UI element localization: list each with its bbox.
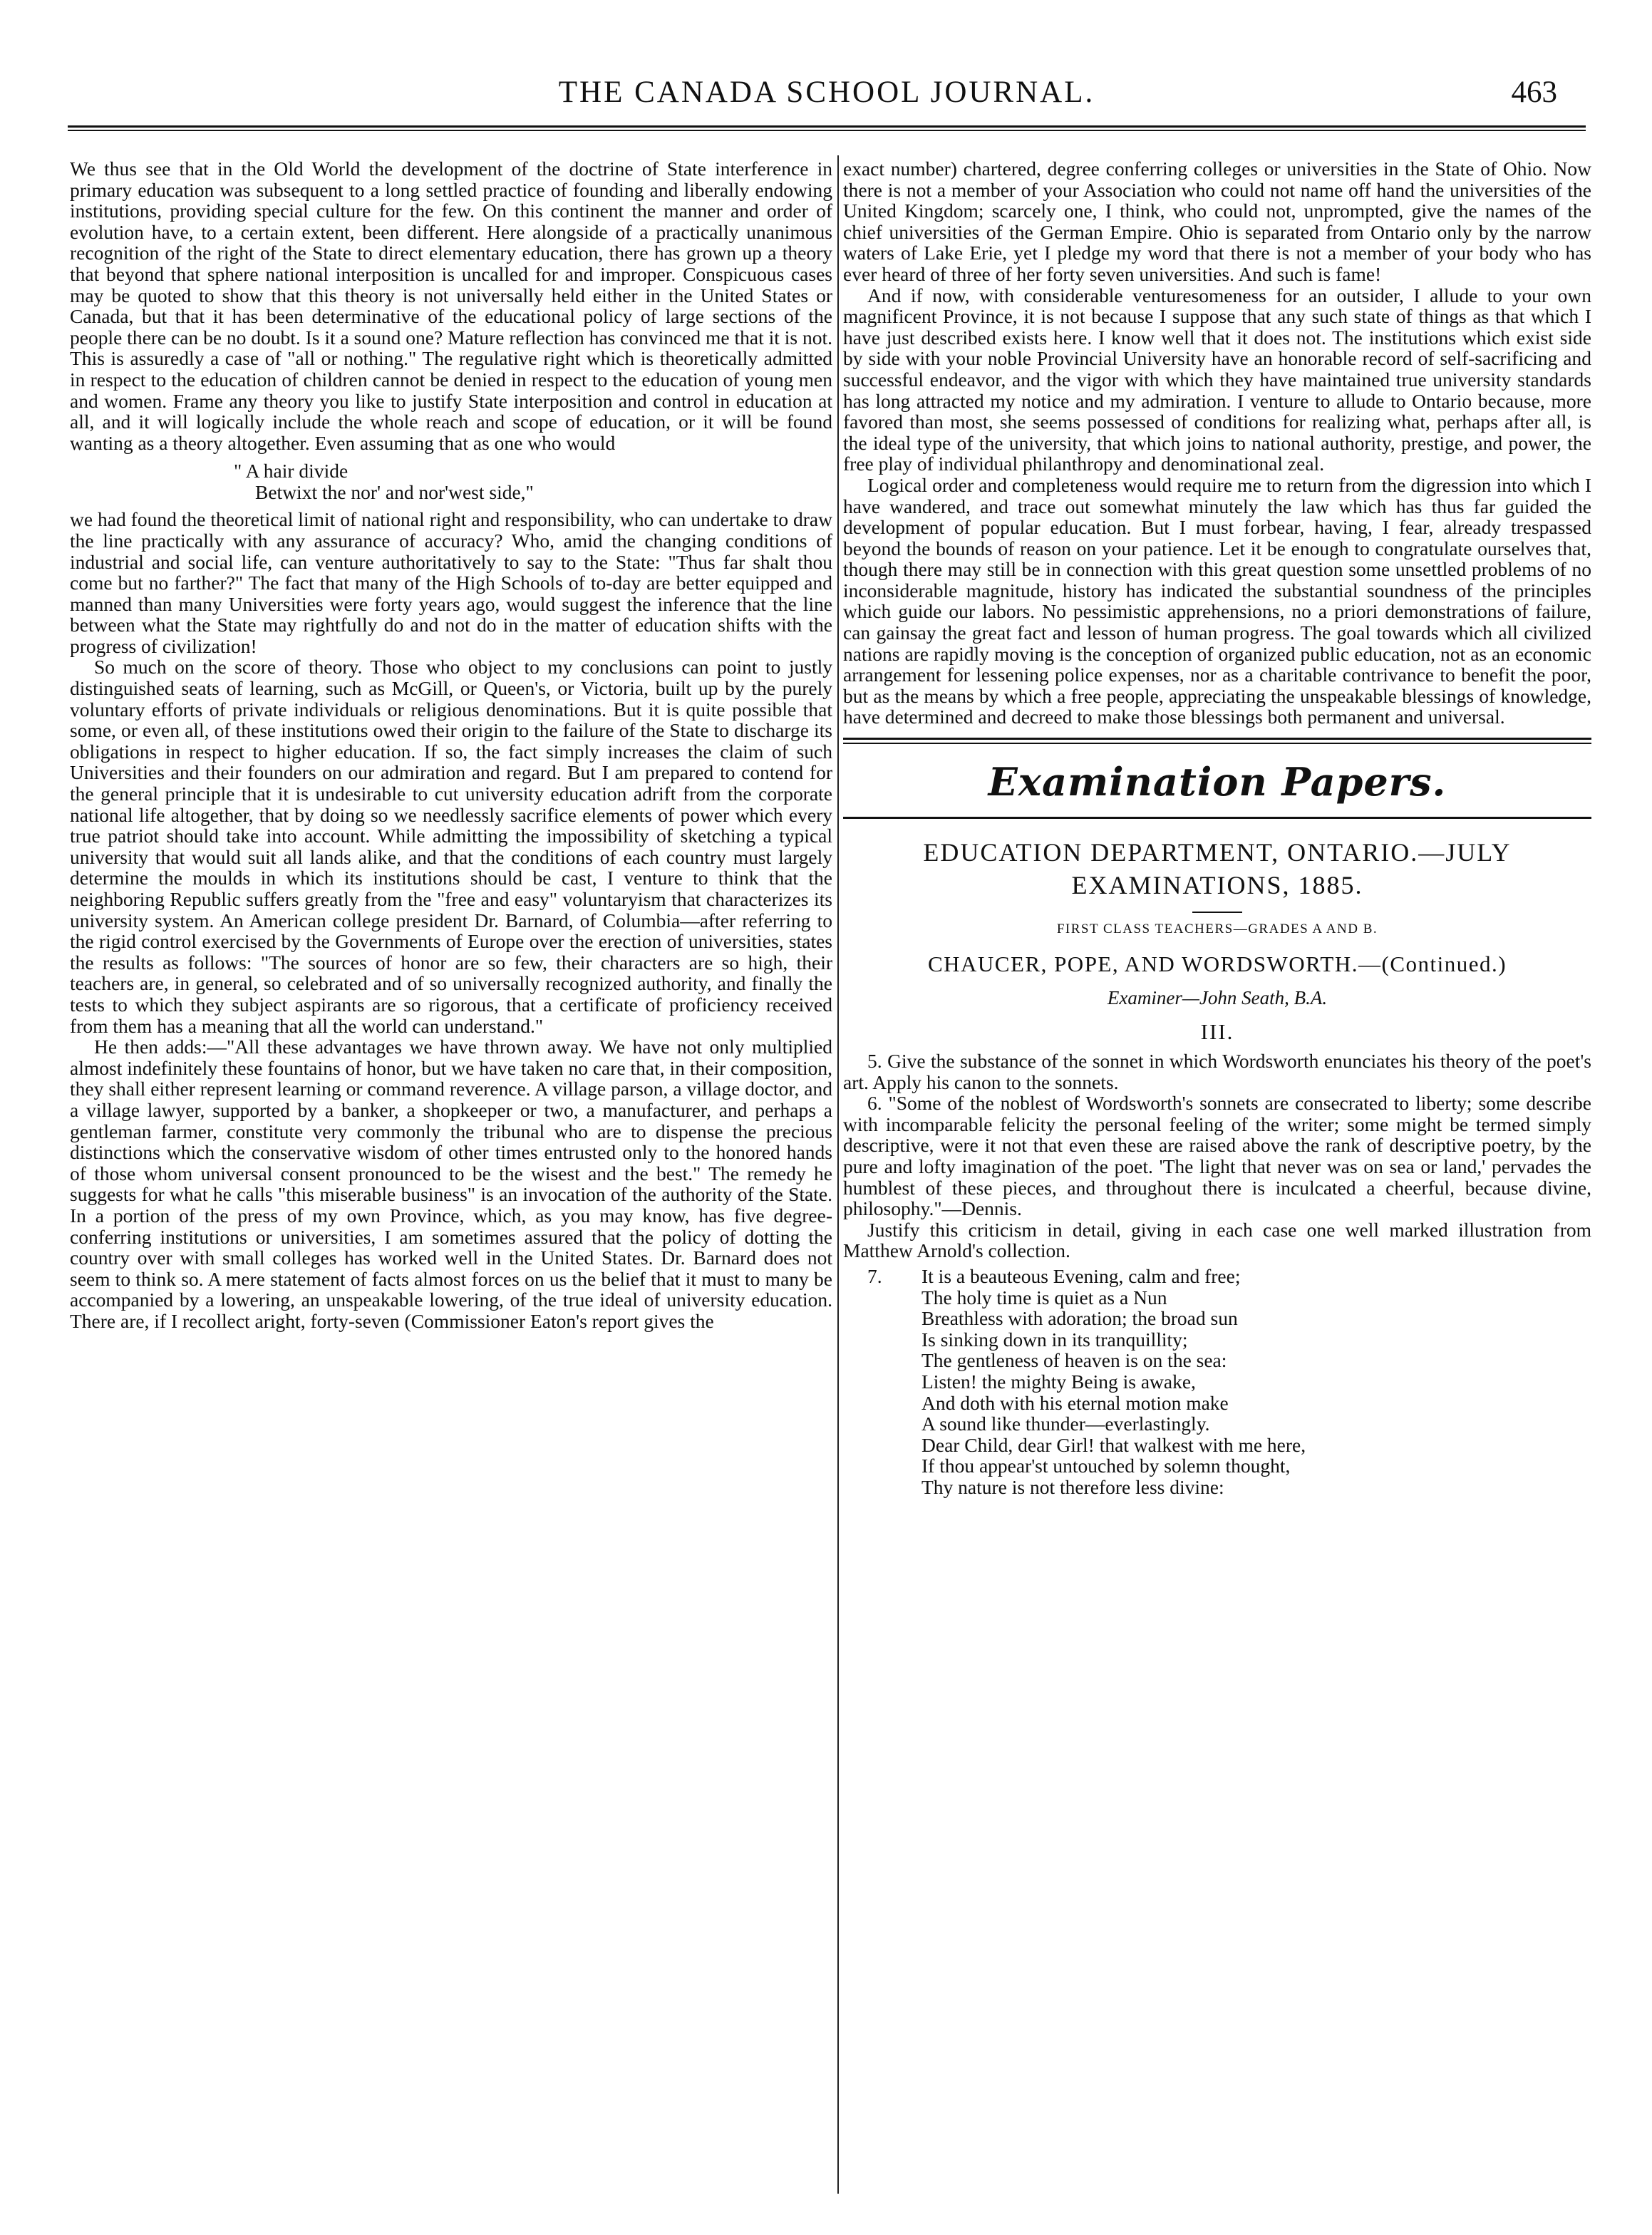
- department-title-line-2: EXAMINATIONS, 1885.: [1071, 871, 1363, 900]
- page-number: 463: [1511, 76, 1557, 109]
- examiner-line: Examiner—John Seath, B.A.: [1107, 987, 1328, 1009]
- question-5: 5. Give the substance of the sonnet in which Wordsworth enunciates his theory of the poet's art. Apply his canon to the sonnets.: [843, 1050, 1591, 1093]
- right-paragraph-1: exact number) chartered, degree conferring colleges or universities in the State of Ohio. Now there is not a member of your Association who could not name off hand the universities of the United Kingdom; scarcely one, I think, who could not, unprompted, give the names of the chief universities of the German Empire. Ohio is separated from Ontario only by the narrow waters of Lake Erie, yet I pledge my word that there is not a member of your body who has ever heard of three of her forty seven universities. And such is fame!: [843, 158, 1591, 285]
- grade-subtitle: FIRST CLASS TEACHERS—GRADES A AND B.: [1056, 922, 1378, 937]
- section-rule-top-thin: [843, 743, 1591, 744]
- paper-title: CHAUCER, POPE, AND WORDSWORTH.—(Continued.): [927, 951, 1507, 977]
- left-column: [70, 158, 832, 1331]
- column-divider: [837, 155, 839, 2194]
- sonnet-line: The gentleness of heaven is on the sea:: [921, 1349, 1227, 1372]
- sonnet-line: Listen! the mighty Being is awake,: [921, 1370, 1196, 1393]
- section-rule-top: [843, 738, 1591, 740]
- sonnet-line: Thy nature is not therefore less divine:: [921, 1475, 1224, 1498]
- question-7: [843, 1266, 1591, 1498]
- sonnet-line: If thou appear'st untouched by solemn thought,: [921, 1455, 1291, 1477]
- left-paragraph-4: He then adds:—"All these advantages we have thrown away. We have not only multiplied almost indefinitely these fountains of honor, but we have taken no care that, in their composition, they shall either represent learning or command reverence. A village parson, a village doctor, and a village lawyer, supported by a banker, a shopkeeper or two, a manufacturer, and perhaps a gentleman farmer, constitute very commonly the tribunal who are to dispense the precious distinctions which the conservative wisdom of other times entrusted only to the honored hands of those whom universal consent pronounced to be the wisest and the best." The remedy he suggests for what he calls "this miserable business" is an invocation of the authority of the State. In a portion of the press of my own Province, which, as you may know, has five degree-conferring institutions or universities, I am sometimes assured that the policy of dotting the country over with small colleges has worked well in the United States. Dr. Barnard does not seem to think so. A mere statement of facts almost forces on us the belief that it must to many be accompanied by a lowering, an unspeakable lowering, of the true ideal of university education. There are, if I recollect aright, forty-seven (Commissioner Eaton's report gives the: [70, 1036, 832, 1332]
- verse-quote-line-1: " A hair divide: [234, 460, 349, 482]
- left-paragraph-1: We thus see that in the Old World the development of the doctrine of State interference in primary education was subsequent to a long settled practice of founding and liberally endowing institutions, providing special culture for the few. On this continent the manner and order of evolution have, to a certain extent, been different. Here alongside of a practically unanimous recognition of the right of the State to direct elementary education, there has grown up a theory that beyond that sphere national interposition is uncalled for and improper. Conspicuous cases may be quoted to show that this theory is not universally held either in the United States or Canada, but that it has been determinative of the educational policy of large sections of the people there can be no doubt. Is it a sound one? Mature reflection has convinced me that it is not. This is assuredly a case of "all or nothing." The regulative right which is theoretically admitted in respect to the education of children cannot be denied in respect to the education of young men and women. Frame any theory you like to justify State interposition and control in education at all, and it will logically include the whole reach and scope of education, or it will be found wanting as a theory altogether. Even assuming that as one who would: [70, 158, 832, 454]
- left-paragraph-2: we had found the theoretical limit of national right and responsibility, who can undertake to draw the line practically with any assurance of accuracy? Who, amid the changing conditions of industrial and social life, can venture authoritatively to say to the State: "Thus far shalt thou come but no farther?" The fact that many of the High Schools of to-day are better equipped and manned than many Universities were forty years ago, would suggest the inference that the line between what the State may rightfully do and not do in the matter of education shifts with the progress of civilization!: [70, 508, 832, 657]
- sonnet-line: A sound like thunder—everlastingly.: [921, 1413, 1210, 1435]
- right-column: [843, 158, 1591, 1498]
- verse-quote-line-2: Betwixt the nor' and nor'west side,": [255, 481, 534, 504]
- left-paragraph-3: So much on the score of theory. Those who object to my conclusions can point to justly distinguished seats of learning, such as McGill, or Queen's, or Victoria, built up by the purely voluntary efforts of private individuals or religious denominations. But it is quite possible that some, or even all, of these institutions owed their origin to the failure of the State to discharge its obligations in respect to higher education. If so, the fact simply increases the claim of such Universities and their founders on our admiration and regard. But I am prepared to contend for the general principle that it is undesirable to cut university education adrift from the corporate national life altogether, that by doing so we needlessly sacrifice elements of power which every true patriot should take into account. While admitting the impossibility of sketching a typical university that would suit all lands alike, and that the conditions of each country must largely determine the moulds in which its institutions should be cast, I venture to think that the neighboring Republic suffers greatly from the "free and easy" voluntaryism that characterizes its university system. An American college president Dr. Barnard, of Columbia—after referring to the rigid control exercised by the Governments of Europe over the erection of universities, states the results as follows: "The sources of honor are so few, their characters are so high, their teachers are, in general, so celebrated and of so universally recognized authority, and finally the tests to which they subject aspirants are so rigorous, that a certificate of proficiency received from them has a meaning that all the world can understand.": [70, 656, 832, 1037]
- section-rule-bottom: [843, 817, 1591, 819]
- page-header: [68, 71, 1586, 121]
- question-7-number: 7.: [867, 1264, 882, 1287]
- sonnet-line: The holy time is quiet as a Nun: [921, 1286, 1167, 1309]
- right-paragraph-2: And if now, with considerable venturesomeness for an outsider, I allude to your own magnificent Province, it is not because I suppose that any such state of things as that which I have just described exists here. I know well that it does not. The institutions which exist side by side with your noble Provincial University have an honorable record of self-sacrificing and successful endeavor, and the vigor with which they have maintained true university standards has long attracted my notice and my admiration. I venture to allude to Ontario because, more favored than most, she seems possessed of conditions for realizing what, perhaps after all, is the ideal type of the university, that which joins to national authority, prestige, and power, the free play of individual philanthropy and denominational zeal.: [843, 284, 1591, 475]
- right-paragraph-3: Logical order and completeness would require me to return from the digression into which I have wandered, and trace out somewhat minutely the law which has thus far guided the development of popular education. But I must forbear, having, I fear, already trespassed beyond the bounds of reason on your patience. Let it be enough to congratulate ourselves that, though there may still be in connection with this great question some unsettled problems of no inconsiderable magnitude, history has indicated the substantial soundness of the principles which guide our labors. No pessimistic apprehensions, no a priori demonstrations of failure, can gainsay the great fact and lesson of human progress. The goal towards which all civilized nations are rapidly moving is the conception of organized public education, not as an economic arrangement for lessening police expenses, nor as a charitable contrivance to benefit the poor, but as the means by which a free people, appreciating the unspeakable blessings of knowledge, have determined and decreed to make those blessings both permanent and universal.: [843, 473, 1591, 728]
- question-6: 6. "Some of the noblest of Wordsworth's sonnets are consecrated to liberty; some describe with incomparable felicity the personal feeling of the writer; some might be termed simply descriptive, were it not that even these are raised above the rank of descriptive poetry, by the pure and lofty imagination of the poet. 'The light that never was on sea or land,' pervades the humblest of these pieces, and throughout there is inculcated a cheerful, because divine, philosophy."—Dennis.: [843, 1092, 1591, 1220]
- short-rule: [1192, 912, 1242, 913]
- section-heading: Examination Papers.: [988, 759, 1447, 805]
- verse-quote: [70, 460, 832, 503]
- sonnet-line: Breathless with adoration; the broad sun: [921, 1307, 1238, 1330]
- journal-title: THE CANADA SCHOOL JOURNAL.: [558, 76, 1095, 109]
- sonnet: [921, 1266, 1591, 1498]
- sonnet-line: Dear Child, dear Girl! that walkest with me here,: [921, 1433, 1306, 1456]
- sonnet-line: And doth with his eternal motion make: [921, 1391, 1229, 1414]
- question-6-followup: Justify this criticism in detail, giving in each case one well marked illustration from Matthew Arnold's collection.: [843, 1218, 1591, 1262]
- department-title: [843, 836, 1591, 902]
- sonnet-line: Is sinking down in its tranquillity;: [921, 1328, 1188, 1351]
- sonnet-line: It is a beauteous Evening, calm and free;: [921, 1264, 1241, 1287]
- part-number: III.: [1200, 1019, 1234, 1045]
- header-rule: [68, 125, 1586, 131]
- department-title-line-1: EDUCATION DEPARTMENT, ONTARIO.—JULY: [923, 838, 1512, 867]
